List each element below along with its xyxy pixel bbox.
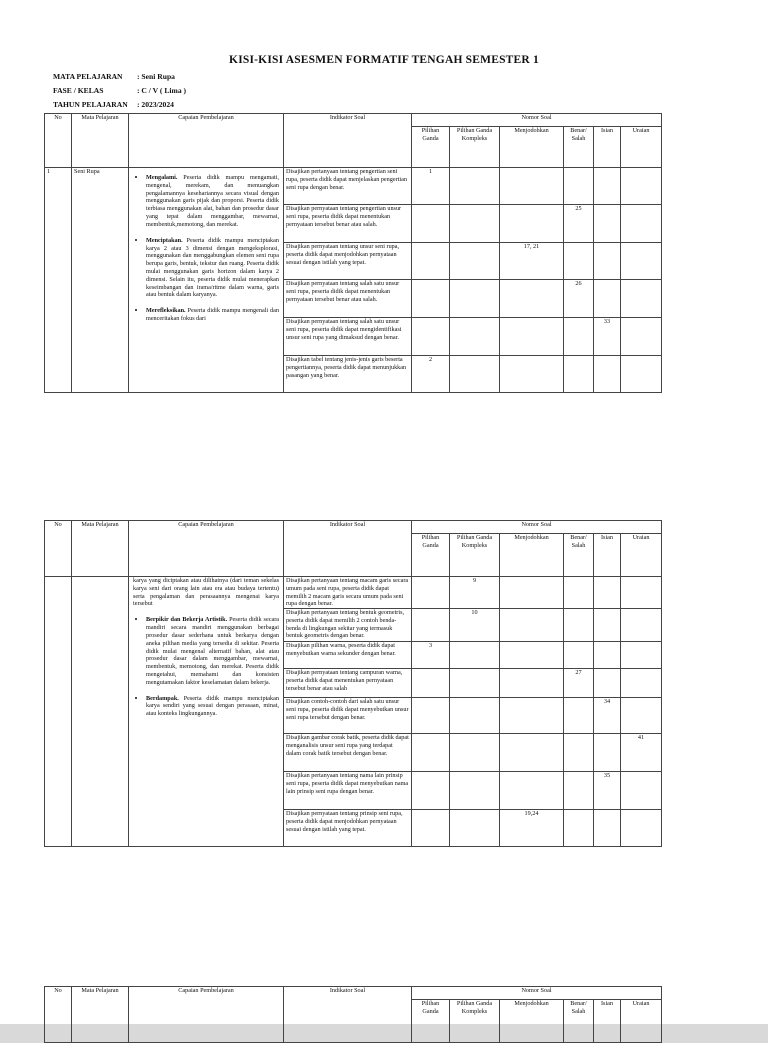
header-no: No bbox=[45, 521, 72, 577]
meta-value: : C / V ( Lima ) bbox=[137, 86, 187, 95]
multiple-choice-cell: 1 bbox=[412, 168, 450, 205]
indicator-cell: Disajikan gambar corak batik, peserta didik dapat menganalisis unsur seni rupa yang terdapat dalam corak batik tersebut dengan benar. bbox=[284, 734, 412, 772]
learning-outcomes-text bbox=[133, 172, 279, 329]
multiple-choice-cell: 2 bbox=[412, 356, 450, 393]
fill-in-cell bbox=[594, 642, 621, 669]
fill-in-cell bbox=[594, 810, 621, 847]
complex-multiple-choice-cell bbox=[450, 772, 500, 810]
header-no: No bbox=[45, 114, 72, 168]
table-row bbox=[45, 577, 662, 609]
header-no: No bbox=[45, 987, 72, 1043]
header-matching: Menjodohkan bbox=[500, 534, 564, 577]
header-indicator: Indikator Soal bbox=[284, 987, 412, 1043]
header-indicator: Indikator Soal bbox=[284, 114, 412, 168]
meta-year bbox=[53, 100, 174, 109]
subject-cell bbox=[72, 577, 129, 847]
essay-cell bbox=[621, 642, 662, 669]
header-fill-in: Isian bbox=[594, 127, 621, 168]
essay-cell bbox=[621, 280, 662, 318]
true-false-cell bbox=[564, 810, 594, 847]
indicator-cell: Disajikan contoh-contoh dari salah satu unsur seni rupa, peserta didik dapat menyebutkan unsur seni rupa tersebut dengan benar. bbox=[284, 698, 412, 734]
learning-outcome-title: Menciptakan. bbox=[146, 236, 183, 244]
matching-cell bbox=[500, 734, 564, 772]
complex-multiple-choice-cell bbox=[450, 698, 500, 734]
essay-cell bbox=[621, 772, 662, 810]
essay-cell bbox=[621, 609, 662, 642]
indicator-cell: Disajikan pertanyaan tentang macam garis secara umum pada seni rupa, peserta didik dapat memilih 2 macam garis secara umum pada seni rupa dengan benar. bbox=[284, 577, 412, 609]
essay-cell bbox=[621, 356, 662, 393]
essay-cell bbox=[621, 318, 662, 356]
matching-cell bbox=[500, 609, 564, 642]
multiple-choice-cell: 3 bbox=[412, 642, 450, 669]
header-subject: Mata Pelajaran bbox=[72, 521, 129, 577]
learning-outcome-item bbox=[146, 235, 279, 300]
matching-cell bbox=[500, 642, 564, 669]
grid-table-2 bbox=[44, 520, 662, 847]
matching-cell bbox=[500, 318, 564, 356]
essay-cell bbox=[621, 205, 662, 243]
multiple-choice-cell bbox=[412, 577, 450, 609]
multiple-choice-cell bbox=[412, 205, 450, 243]
true-false-cell bbox=[564, 243, 594, 280]
multiple-choice-cell bbox=[412, 734, 450, 772]
matching-cell bbox=[500, 356, 564, 393]
matching-cell bbox=[500, 205, 564, 243]
header-true-false: Benar/ Salah bbox=[564, 1000, 594, 1043]
row-number-cell bbox=[45, 577, 72, 847]
meta-subject bbox=[53, 72, 175, 81]
true-false-cell bbox=[564, 577, 594, 609]
true-false-cell: 26 bbox=[564, 280, 594, 318]
indicator-cell: Disajikan pernyataan tentang prinsip seni rupa, peserta didik dapat menjodohkan pernyataan sesuai dengan istilah yang tepat. bbox=[284, 810, 412, 847]
header-learning-outcomes: Capaian Pembelajaran bbox=[129, 521, 284, 577]
indicator-cell: Disajikan pernyataan tentang campuran warna, peserta didik dapat menentukan pernyataan tersebut benar atau salah bbox=[284, 669, 412, 698]
header-multiple-choice: Pilihan Ganda bbox=[412, 127, 450, 168]
grid-table-3 bbox=[44, 986, 662, 1043]
indicator-cell: Disajikan tabel tentang jenis-jenis garis beserta pengertiannya, peserta didik dapat menunjukkan pasangan yang benar. bbox=[284, 356, 412, 393]
header-subject: Mata Pelajaran bbox=[72, 114, 129, 168]
complex-multiple-choice-cell bbox=[450, 243, 500, 280]
fill-in-cell bbox=[594, 205, 621, 243]
complex-multiple-choice-cell: 9 bbox=[450, 577, 500, 609]
matching-cell bbox=[500, 168, 564, 205]
meta-label: MATA PELAJARAN bbox=[53, 72, 123, 81]
indicator-cell: Disajikan pertanyaan tentang pengertian seni rupa, peserta didik dapat menjelaskan pengertian seni rupa dengan benar. bbox=[284, 168, 412, 205]
fill-in-cell: 35 bbox=[594, 772, 621, 810]
row-number-cell: 1 bbox=[45, 168, 72, 393]
complex-multiple-choice-cell bbox=[450, 356, 500, 393]
matching-cell: 19,24 bbox=[500, 810, 564, 847]
meta-phase bbox=[53, 86, 186, 95]
multiple-choice-cell bbox=[412, 280, 450, 318]
learning-outcome-continuation: karya yang diciptakan atau dilihatnya (dari teman sekelas karya seni dari orang lain atau era atau budaya tertentu) serta pengalaman dan perasaannya mengenai karya tersebut bbox=[133, 577, 279, 608]
indicator-cell: Disajikan pernyataan tentang salah satu unsur seni rupa, peserta didik dapat menentukan pernyataan tersebut benar atau salah. bbox=[284, 280, 412, 318]
true-false-cell: 25 bbox=[564, 205, 594, 243]
learning-outcome-title: Merefleksikan. bbox=[146, 307, 186, 315]
true-false-cell bbox=[564, 609, 594, 642]
essay-cell bbox=[621, 168, 662, 205]
subject-cell: Seni Rupa bbox=[72, 168, 129, 393]
header-learning-outcomes: Capaian Pembelajaran bbox=[129, 114, 284, 168]
header-learning-outcomes: Capaian Pembelajaran bbox=[129, 987, 284, 1043]
learning-outcome-item bbox=[146, 614, 279, 686]
meta-label: FASE / KELAS bbox=[53, 86, 104, 95]
learning-outcome-description: Peserta didik mampu mengamati, mengenal, merekam, dan menuangkan pengalamannya kesehariannya secara visual dengan menggunakan garis pijak dan proporsi. Peserta didik terbiasa menggunakan alat, bahan dan prosedur dasar yang tepat dalam menggambar, mewarnai, membentuk,memotong, dan merekat. bbox=[146, 174, 279, 228]
learning-outcome-item bbox=[146, 305, 279, 323]
indicator-cell: Disajikan pilihan warna, peserta didik dapat menyebutkan warna sekunder dengan benar. bbox=[284, 642, 412, 669]
true-false-cell bbox=[564, 772, 594, 810]
header-fill-in: Isian bbox=[594, 1000, 621, 1043]
multiple-choice-cell bbox=[412, 243, 450, 280]
indicator-cell: Disajikan pertanyaan tentang bentuk geometris, peserta didik dapat memilih 2 contoh benda-benda di lingkungan sekitar yang termasuk bentuk geometris dengan benar. bbox=[284, 609, 412, 642]
header-complex-multiple-choice: Pilihan Ganda Kompleks bbox=[450, 534, 500, 577]
fill-in-cell bbox=[594, 734, 621, 772]
multiple-choice-cell bbox=[412, 810, 450, 847]
multiple-choice-cell bbox=[412, 609, 450, 642]
matching-cell bbox=[500, 669, 564, 698]
indicator-cell: Disajikan pernyataan tentang pengertian unsur seni rupa, peserta didik dapat menentukan pernyataan tersebut benar atau salah. bbox=[284, 205, 412, 243]
header-essay: Uraian bbox=[621, 1000, 662, 1043]
essay-cell bbox=[621, 577, 662, 609]
table-row bbox=[45, 168, 662, 205]
header-true-false: Benar/ Salah bbox=[564, 534, 594, 577]
complex-multiple-choice-cell bbox=[450, 168, 500, 205]
learning-outcome-description: Peserta didik secara mandiri secara mandiri menggunakan berbagai prosedur dasar sederhana untuk berkarya dengan aneka pilihan media yang tersedia di sekitar. Peserta didik mulai mengenal alternatif bahan, alat atau prosedur dasar dalam menggambar, mewarnai, membentuk, memotong, dan merekat. Peserta didik mengetahui, memahami dan konsisten mengutamakan faktor keselamatan dalam bekerja. bbox=[146, 616, 280, 686]
learning-outcomes-list bbox=[133, 614, 279, 718]
multiple-choice-cell bbox=[412, 772, 450, 810]
header-matching: Menjodohkan bbox=[500, 127, 564, 168]
fill-in-cell bbox=[594, 168, 621, 205]
true-false-cell bbox=[564, 168, 594, 205]
complex-multiple-choice-cell bbox=[450, 205, 500, 243]
true-false-cell bbox=[564, 318, 594, 356]
matching-cell bbox=[500, 280, 564, 318]
complex-multiple-choice-cell bbox=[450, 669, 500, 698]
complex-multiple-choice-cell: 10 bbox=[450, 609, 500, 642]
true-false-cell bbox=[564, 356, 594, 393]
complex-multiple-choice-cell bbox=[450, 810, 500, 847]
header-essay: Uraian bbox=[621, 127, 662, 168]
true-false-cell bbox=[564, 642, 594, 669]
fill-in-cell bbox=[594, 356, 621, 393]
learning-outcome-title: Mengalami. bbox=[146, 174, 178, 181]
learning-outcome-title: Berpikir dan Bekerja Artistik. bbox=[146, 616, 228, 624]
essay-cell bbox=[621, 243, 662, 280]
learning-outcome-title: Berdampak. bbox=[146, 694, 179, 702]
grid-table-1 bbox=[44, 113, 662, 393]
meta-label: TAHUN PELAJARAN bbox=[53, 100, 128, 109]
true-false-cell bbox=[564, 734, 594, 772]
header-complex-multiple-choice: Pilihan Ganda Kompleks bbox=[450, 127, 500, 168]
header-indicator: Indikator Soal bbox=[284, 521, 412, 577]
fill-in-cell bbox=[594, 577, 621, 609]
header-true-false: Benar/ Salah bbox=[564, 127, 594, 168]
matching-cell: 17, 21 bbox=[500, 243, 564, 280]
indicator-cell: Disajikan pertanyaan tentang nama lain prinsip seni rupa, peserta didik dapat menyebutkan nama lain prinsip seni rupa dengan benar. bbox=[284, 772, 412, 810]
multiple-choice-cell bbox=[412, 698, 450, 734]
fill-in-cell: 34 bbox=[594, 698, 621, 734]
header-subject: Mata Pelajaran bbox=[72, 987, 129, 1043]
complex-multiple-choice-cell bbox=[450, 734, 500, 772]
learning-outcome-item bbox=[146, 172, 279, 229]
complex-multiple-choice-cell bbox=[450, 318, 500, 356]
header-question-number: Nomor Soal bbox=[412, 521, 662, 534]
header-multiple-choice: Pilihan Ganda bbox=[412, 534, 450, 577]
learning-outcomes-list bbox=[133, 172, 279, 323]
essay-cell: 41 bbox=[621, 734, 662, 772]
learning-outcome-description: Peserta didik mampu mengenali dan menceritakan fokus dari bbox=[146, 307, 279, 322]
learning-outcomes-cell bbox=[129, 168, 284, 393]
fill-in-cell bbox=[594, 280, 621, 318]
fill-in-cell bbox=[594, 243, 621, 280]
header-matching: Menjodohkan bbox=[500, 1000, 564, 1043]
header-question-number: Nomor Soal bbox=[412, 114, 662, 127]
indicator-cell: Disajikan pernyataan tentang salah satu unsur seni rupa, peserta didik dapat mengidentifikasi unsur seni rupa yang dimaksud dengan benar. bbox=[284, 318, 412, 356]
essay-cell bbox=[621, 669, 662, 698]
true-false-cell: 27 bbox=[564, 669, 594, 698]
fill-in-cell bbox=[594, 609, 621, 642]
learning-outcome-description: Peserta didik mampu menciptakan karya sendiri yang sesuai dengan perasaan, minat, atau konteks lingkungannya. bbox=[146, 694, 279, 718]
learning-outcome-description: Peserta didik mampu menciptakan karya 2 atau 3 dimensi dengan mengeksplorasi, menggunakan dan menggabungkan elemen seni rupa berupa garis, bentuk, tekstur dan ruang. Peserta didik mulai menggunakan garis horizon dalam karya 2 dimensi. Selain itu, peserta didik mulai menerapkan keseimbangan dan irama/ritme dalam warna, garis atau bentuk dalam karyanya. bbox=[146, 236, 279, 299]
meta-value: : 2023/2024 bbox=[137, 100, 174, 109]
header-question-number: Nomor Soal bbox=[412, 987, 662, 1000]
true-false-cell bbox=[564, 698, 594, 734]
complex-multiple-choice-cell bbox=[450, 280, 500, 318]
complex-multiple-choice-cell bbox=[450, 642, 500, 669]
essay-cell bbox=[621, 698, 662, 734]
learning-outcomes-text bbox=[133, 577, 279, 724]
header-essay: Uraian bbox=[621, 534, 662, 577]
learning-outcome-item bbox=[146, 693, 279, 718]
meta-value: : Seni Rupa bbox=[137, 72, 175, 81]
header-complex-multiple-choice: Pilihan Ganda Kompleks bbox=[450, 1000, 500, 1043]
matching-cell bbox=[500, 772, 564, 810]
fill-in-cell: 33 bbox=[594, 318, 621, 356]
indicator-cell: Disajikan pernyataan tentang unsur seni rupa, peserta didik dapat menjodohkan pernyataan sesuai dengan istilah yang tepat. bbox=[284, 243, 412, 280]
essay-cell bbox=[621, 810, 662, 847]
header-fill-in: Isian bbox=[594, 534, 621, 577]
multiple-choice-cell bbox=[412, 318, 450, 356]
multiple-choice-cell bbox=[412, 669, 450, 698]
fill-in-cell bbox=[594, 669, 621, 698]
matching-cell bbox=[500, 577, 564, 609]
learning-outcomes-cell bbox=[129, 577, 284, 847]
header-multiple-choice: Pilihan Ganda bbox=[412, 1000, 450, 1043]
matching-cell bbox=[500, 698, 564, 734]
page-title: KISI-KISI ASESMEN FORMATIF TENGAH SEMESTER 1 bbox=[229, 54, 539, 66]
